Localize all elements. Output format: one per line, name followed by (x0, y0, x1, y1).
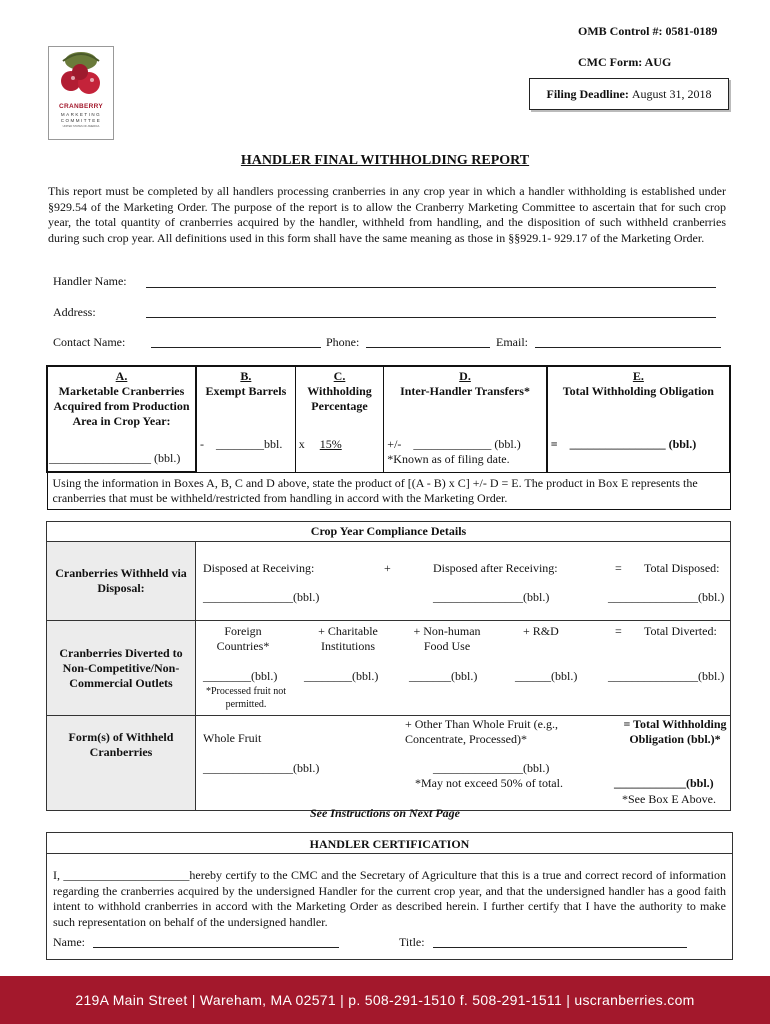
disposed-at-receiving-value[interactable]: _______________(bbl.) (203, 590, 320, 604)
forms-row-label: Form(s) of Withheld Cranberries (47, 716, 196, 811)
certification-header: HANDLER CERTIFICATION (47, 837, 732, 854)
certification-body: I, _____________________hereby certify to the CMC and the Secretary of Agriculture that this is a true and correct record of information regarding the cranberries acquired by the undersigned Handler for the current crop year, and that the undersigned handler has a good faith intent to withhold cranberries in accord with the Marketing Order as described herein. I further certify that I have the authority to make such representation on behalf of the undersigned handler. (53, 868, 726, 929)
footer-bar: 219A Main Street | Wareham, MA 02571 | p. 508-291-1510 f. 508-291-1511 | uscranberries.com (0, 976, 770, 1024)
box-b-value[interactable]: ________bbl. (215, 437, 283, 451)
box-d-head: D. (459, 369, 471, 383)
logo-line-1: CRANBERRY (59, 103, 103, 110)
cranberry-icon (49, 47, 113, 105)
cert-title-field[interactable] (433, 947, 687, 948)
contact-name-field[interactable] (151, 347, 321, 348)
intro-paragraph: This report must be completed by all handlers processing cranberries in any crop year in which a handler withholding is established under §929.54 of the Marketing Order. The purpose of the report is to allow the Cranberry Marketing Committee to ascertain that for such crop year, the total quantity of cranberries acquired by the handler, withheld from handling, and the disposition of such withheld cranberries during such crop year. All definitions used in this form shall have the same meaning as those in §§929.1- 929.17 of the Marketing Order. (48, 184, 726, 245)
handler-certification-box (46, 832, 733, 960)
box-d-note: *Known as of filing date. (387, 452, 510, 466)
disposal-equals: = (615, 561, 622, 575)
email-label: Email: (496, 335, 528, 349)
forms-row (196, 716, 731, 811)
disposal-row-label: Cranberries Withheld via Disposal: (47, 542, 196, 621)
box-d-value[interactable]: _____________ (bbl.) (413, 437, 521, 451)
box-b-prefix: - (199, 437, 204, 451)
handler-name-label: Handler Name: (53, 274, 127, 288)
contact-name-label: Contact Name: (53, 335, 126, 349)
phone-field[interactable] (366, 347, 490, 348)
box-d-prefix: +/- (387, 437, 402, 451)
cert-title-label: Title: (399, 935, 425, 949)
see-instructions-note: See Instructions on Next Page (309, 806, 460, 820)
cranberry-logo (48, 46, 114, 140)
total-diverted-label: Total Diverted: (644, 624, 717, 638)
compliance-header: Crop Year Compliance Details (47, 522, 731, 542)
cmc-form-code: CMC Form: AUG (578, 55, 672, 69)
box-c-title: Withholding Percentage (307, 384, 372, 413)
other-than-whole-fruit-label: + Other Than Whole Fruit (e.g., Concentrate, Processed)* (405, 717, 558, 746)
box-e-head: E. (632, 369, 644, 383)
filing-deadline-box (529, 78, 729, 110)
charitable-institutions-label: + Charitable Institutions (318, 624, 378, 653)
disposal-row (196, 542, 731, 621)
total-diverted-value[interactable]: _______________(bbl.) (608, 669, 725, 683)
box-a-title: Marketable Cranberries Acquired from Production Area in Crop Year: (53, 384, 190, 428)
disposal-plus: + (384, 561, 391, 575)
box-b-head: B. (240, 369, 252, 383)
disposed-at-receiving-label: Disposed at Receiving: (203, 561, 315, 575)
logo-line-3: COMMITTEE (60, 118, 102, 123)
whole-fruit-label: Whole Fruit (203, 731, 262, 745)
foreign-countries-value[interactable]: ________(bbl.) (203, 669, 278, 683)
box-a (47, 366, 196, 472)
logo-line-4: UNITED STATES OF AMERICA (62, 125, 100, 128)
box-d-title: Inter-Handler Transfers* (400, 384, 530, 398)
box-a-head: A. (115, 369, 128, 383)
box-e-title: Total Withholding Obligation (562, 384, 714, 398)
deadline-label: Filing Deadline: (546, 86, 629, 101)
disposed-after-receiving-value[interactable]: _______________(bbl.) (433, 590, 550, 604)
diverted-row-label: Cranberries Diverted to Non-Competitive/Non-Commercial Outlets (47, 621, 196, 716)
box-e-prefix: = (550, 437, 558, 451)
box-c-prefix: x (298, 437, 305, 451)
see-box-e-note: *See Box E Above. (622, 792, 716, 806)
withholding-calculation-table (46, 365, 731, 510)
box-d (384, 366, 547, 472)
compliance-details-table (46, 521, 731, 811)
rd-value[interactable]: ______(bbl.) (515, 669, 578, 683)
total-disposed-value[interactable]: _______________(bbl.) (608, 590, 725, 604)
box-b (196, 366, 295, 472)
foreign-countries-label: Foreign Countries* (216, 624, 270, 653)
box-c-head: C. (333, 369, 346, 383)
cert-name-field[interactable] (93, 947, 339, 948)
deadline-value: August 31, 2018 (631, 86, 712, 101)
box-e-value[interactable]: ________________ (bbl.) (569, 437, 697, 451)
email-field[interactable] (535, 347, 721, 348)
other-than-whole-fruit-value[interactable]: _______________(bbl.) (433, 761, 550, 775)
disposed-after-receiving-label: Disposed after Receiving: (433, 561, 558, 575)
box-c (295, 366, 384, 472)
omb-control-number: OMB Control #: 0581-0189 (578, 24, 718, 38)
box-c-value: 15% (319, 437, 342, 451)
total-withholding-obligation-label: = Total Withholding Obligation (bbl.)* (623, 717, 727, 746)
max-fifty-percent-note: *May not exceed 50% of total. (415, 776, 563, 790)
phone-label: Phone: (326, 335, 360, 349)
non-human-food-value[interactable]: _______(bbl.) (409, 669, 478, 683)
cert-name-label: Name: (53, 935, 85, 949)
total-disposed-label: Total Disposed: (644, 561, 720, 575)
diverted-row (196, 621, 731, 716)
logo-line-2: MARKETING (60, 112, 102, 117)
non-human-food-label: + Non-human Food Use (413, 624, 481, 653)
box-e (547, 366, 730, 472)
page-title: HANDLER FINAL WITHHOLDING REPORT (240, 153, 530, 168)
address-field[interactable] (146, 317, 716, 318)
address-label: Address: (53, 305, 96, 319)
box-a-value[interactable]: _________________ (bbl.) (49, 451, 181, 465)
total-withholding-obligation-value[interactable]: ____________(bbl.) (614, 776, 714, 790)
box-instruction: Using the information in Boxes A, B, C and D above, state the product of [(A - B) x C] +/- D = E. The product in Box E represents the cranberries that must be withheld/restricted from handling in accord with the Marketing Order. (47, 472, 730, 510)
whole-fruit-value[interactable]: _______________(bbl.) (203, 761, 320, 775)
box-b-title: Exempt Barrels (205, 384, 287, 398)
diverted-equals: = (615, 624, 622, 638)
processed-fruit-note: *Processed fruit not permitted. (206, 686, 286, 710)
rd-label: + R&D (523, 624, 559, 638)
charitable-institutions-value[interactable]: ________(bbl.) (304, 669, 379, 683)
handler-name-field[interactable] (146, 287, 716, 288)
